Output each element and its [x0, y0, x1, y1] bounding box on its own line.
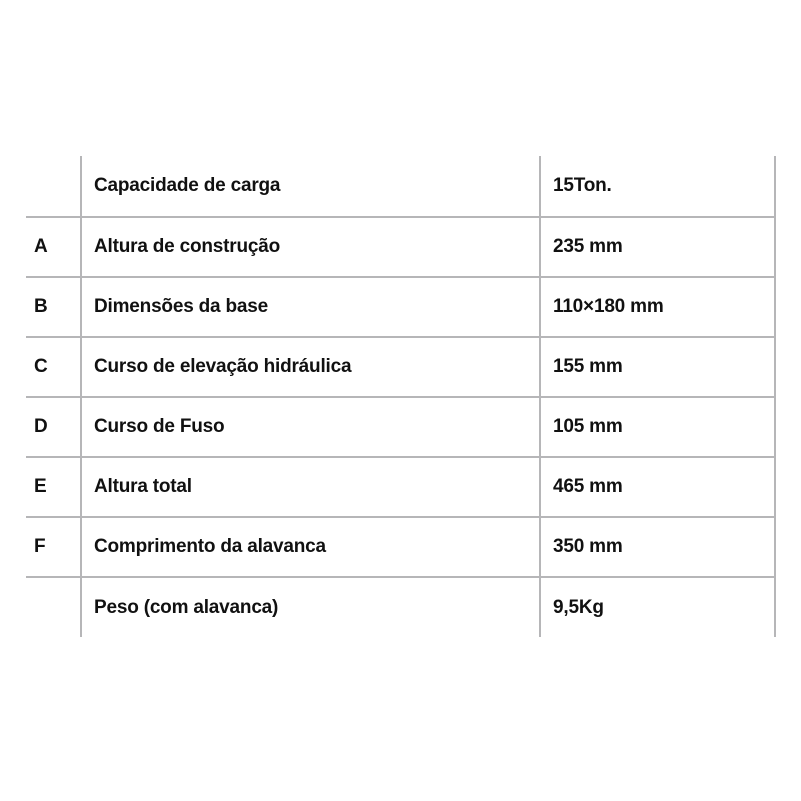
row-letter: E	[26, 457, 81, 517]
table-row	[26, 156, 775, 217]
row-description: Dimensões da base	[81, 277, 540, 337]
row-letter: C	[26, 337, 81, 397]
row-description: Curso de Fuso	[81, 397, 540, 457]
table-row	[26, 517, 775, 577]
row-letter: A	[26, 217, 81, 277]
row-value: 9,5Kg	[540, 577, 775, 637]
row-description: Peso (com alavanca)	[81, 577, 540, 637]
table-row	[26, 577, 775, 637]
row-value: 235 mm	[540, 217, 775, 277]
row-description: Altura total	[81, 457, 540, 517]
row-description: Altura de construção	[81, 217, 540, 277]
row-value: 15Ton.	[540, 156, 775, 217]
row-letter: B	[26, 277, 81, 337]
row-value: 105 mm	[540, 397, 775, 457]
row-description: Capacidade de carga	[81, 156, 540, 217]
table-row	[26, 397, 775, 457]
table-row	[26, 457, 775, 517]
row-value: 465 mm	[540, 457, 775, 517]
row-letter: D	[26, 397, 81, 457]
row-letter	[26, 156, 81, 217]
row-letter	[26, 577, 81, 637]
row-value: 155 mm	[540, 337, 775, 397]
table-row	[26, 217, 775, 277]
row-description: Comprimento da alavanca	[81, 517, 540, 577]
specifications-table	[26, 156, 776, 637]
table-row	[26, 277, 775, 337]
row-letter: F	[26, 517, 81, 577]
table-row	[26, 337, 775, 397]
row-description: Curso de elevação hidráulica	[81, 337, 540, 397]
row-value: 350 mm	[540, 517, 775, 577]
row-value: 110×180 mm	[540, 277, 775, 337]
